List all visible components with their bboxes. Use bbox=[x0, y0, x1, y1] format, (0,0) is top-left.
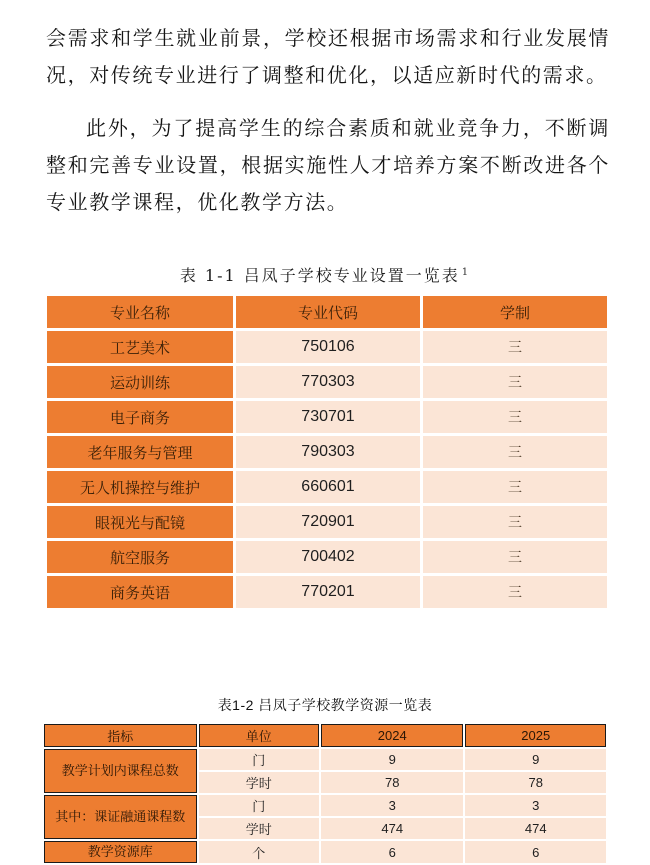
column-header-unit: 单位 bbox=[199, 724, 319, 747]
major-name-cell: 无人机操控与维护 bbox=[47, 471, 233, 503]
duration-cell: 三 bbox=[423, 541, 607, 573]
table-row bbox=[44, 749, 606, 770]
major-name-cell: 运动训练 bbox=[47, 366, 233, 398]
major-name-cell: 电子商务 bbox=[47, 401, 233, 433]
value-2025-cell: 9 bbox=[465, 749, 606, 770]
table-row bbox=[44, 795, 606, 816]
value-2024-cell: 78 bbox=[321, 772, 464, 793]
value-2025-cell: 3 bbox=[465, 795, 606, 816]
major-code-cell: 770201 bbox=[236, 576, 420, 608]
table-row bbox=[47, 366, 607, 398]
unit-cell: 学时 bbox=[199, 818, 319, 839]
indicator-cell: 其中：课证融通课程数 bbox=[44, 795, 197, 839]
teaching-resources-table bbox=[42, 722, 608, 865]
column-header-indicator: 指标 bbox=[44, 724, 197, 747]
paragraph: 会需求和学生就业前景，学校还根据市场需求和行业发展情况，对传统专业进行了调整和优化，以适应新时代的需求。 bbox=[46, 26, 610, 87]
duration-cell: 三 bbox=[423, 471, 607, 503]
table-row bbox=[47, 401, 607, 433]
indicator-cell: 教学资源库 bbox=[44, 841, 197, 863]
major-name-cell: 工艺美术 bbox=[47, 331, 233, 363]
body-text-block bbox=[0, 0, 650, 221]
table1-caption bbox=[0, 263, 650, 286]
major-code-cell: 770303 bbox=[236, 366, 420, 398]
major-code-cell: 720901 bbox=[236, 506, 420, 538]
table-row bbox=[47, 576, 607, 608]
unit-cell: 门 bbox=[199, 749, 319, 770]
major-name-cell: 老年服务与管理 bbox=[47, 436, 233, 468]
duration-cell: 三 bbox=[423, 401, 607, 433]
value-2025-cell: 78 bbox=[465, 772, 606, 793]
table-row bbox=[47, 436, 607, 468]
value-2025-cell: 474 bbox=[465, 818, 606, 839]
footnote-marker: 1 bbox=[461, 266, 471, 278]
table2-caption: 表1-2 吕凤子学校教学资源一览表 bbox=[217, 697, 433, 713]
unit-cell: 学时 bbox=[199, 772, 319, 793]
table-row bbox=[47, 471, 607, 503]
table-header-row bbox=[44, 724, 606, 747]
column-header-major-name: 专业名称 bbox=[47, 296, 233, 328]
column-header-duration: 学制 bbox=[423, 296, 607, 328]
unit-cell: 个 bbox=[199, 841, 319, 863]
table-row bbox=[47, 506, 607, 538]
table-row bbox=[44, 841, 606, 863]
table-header-row bbox=[47, 296, 607, 328]
table-row bbox=[47, 541, 607, 573]
column-header-major-code: 专业代码 bbox=[236, 296, 420, 328]
value-2024-cell: 474 bbox=[321, 818, 464, 839]
paragraph: 此外，为了提高学生的综合素质和就业竞争力，不断调整和完善专业设置，根据实施性人才培养方案不断改进各个专业教学课程，优化教学方法。 bbox=[46, 116, 610, 214]
major-code-cell: 790303 bbox=[236, 436, 420, 468]
table-row bbox=[47, 331, 607, 363]
majors-table bbox=[44, 293, 610, 611]
duration-cell: 三 bbox=[423, 331, 607, 363]
value-2024-cell: 6 bbox=[321, 841, 464, 863]
major-code-cell: 750106 bbox=[236, 331, 420, 363]
value-2025-cell: 6 bbox=[465, 841, 606, 863]
major-code-cell: 700402 bbox=[236, 541, 420, 573]
major-name-cell: 眼视光与配镜 bbox=[47, 506, 233, 538]
column-header-2024: 2024 bbox=[321, 724, 464, 747]
duration-cell: 三 bbox=[423, 366, 607, 398]
value-2024-cell: 3 bbox=[321, 795, 464, 816]
duration-cell: 三 bbox=[423, 506, 607, 538]
column-header-2025: 2025 bbox=[465, 724, 606, 747]
major-name-cell: 商务英语 bbox=[47, 576, 233, 608]
indicator-cell: 教学计划内课程总数 bbox=[44, 749, 197, 793]
unit-cell: 门 bbox=[199, 795, 319, 816]
duration-cell: 三 bbox=[423, 436, 607, 468]
table1-caption-text: 表 1-1 吕凤子学校专业设置一览表 bbox=[179, 266, 460, 285]
major-code-cell: 660601 bbox=[236, 471, 420, 503]
value-2024-cell: 9 bbox=[321, 749, 464, 770]
duration-cell: 三 bbox=[423, 576, 607, 608]
major-code-cell: 730701 bbox=[236, 401, 420, 433]
major-name-cell: 航空服务 bbox=[47, 541, 233, 573]
